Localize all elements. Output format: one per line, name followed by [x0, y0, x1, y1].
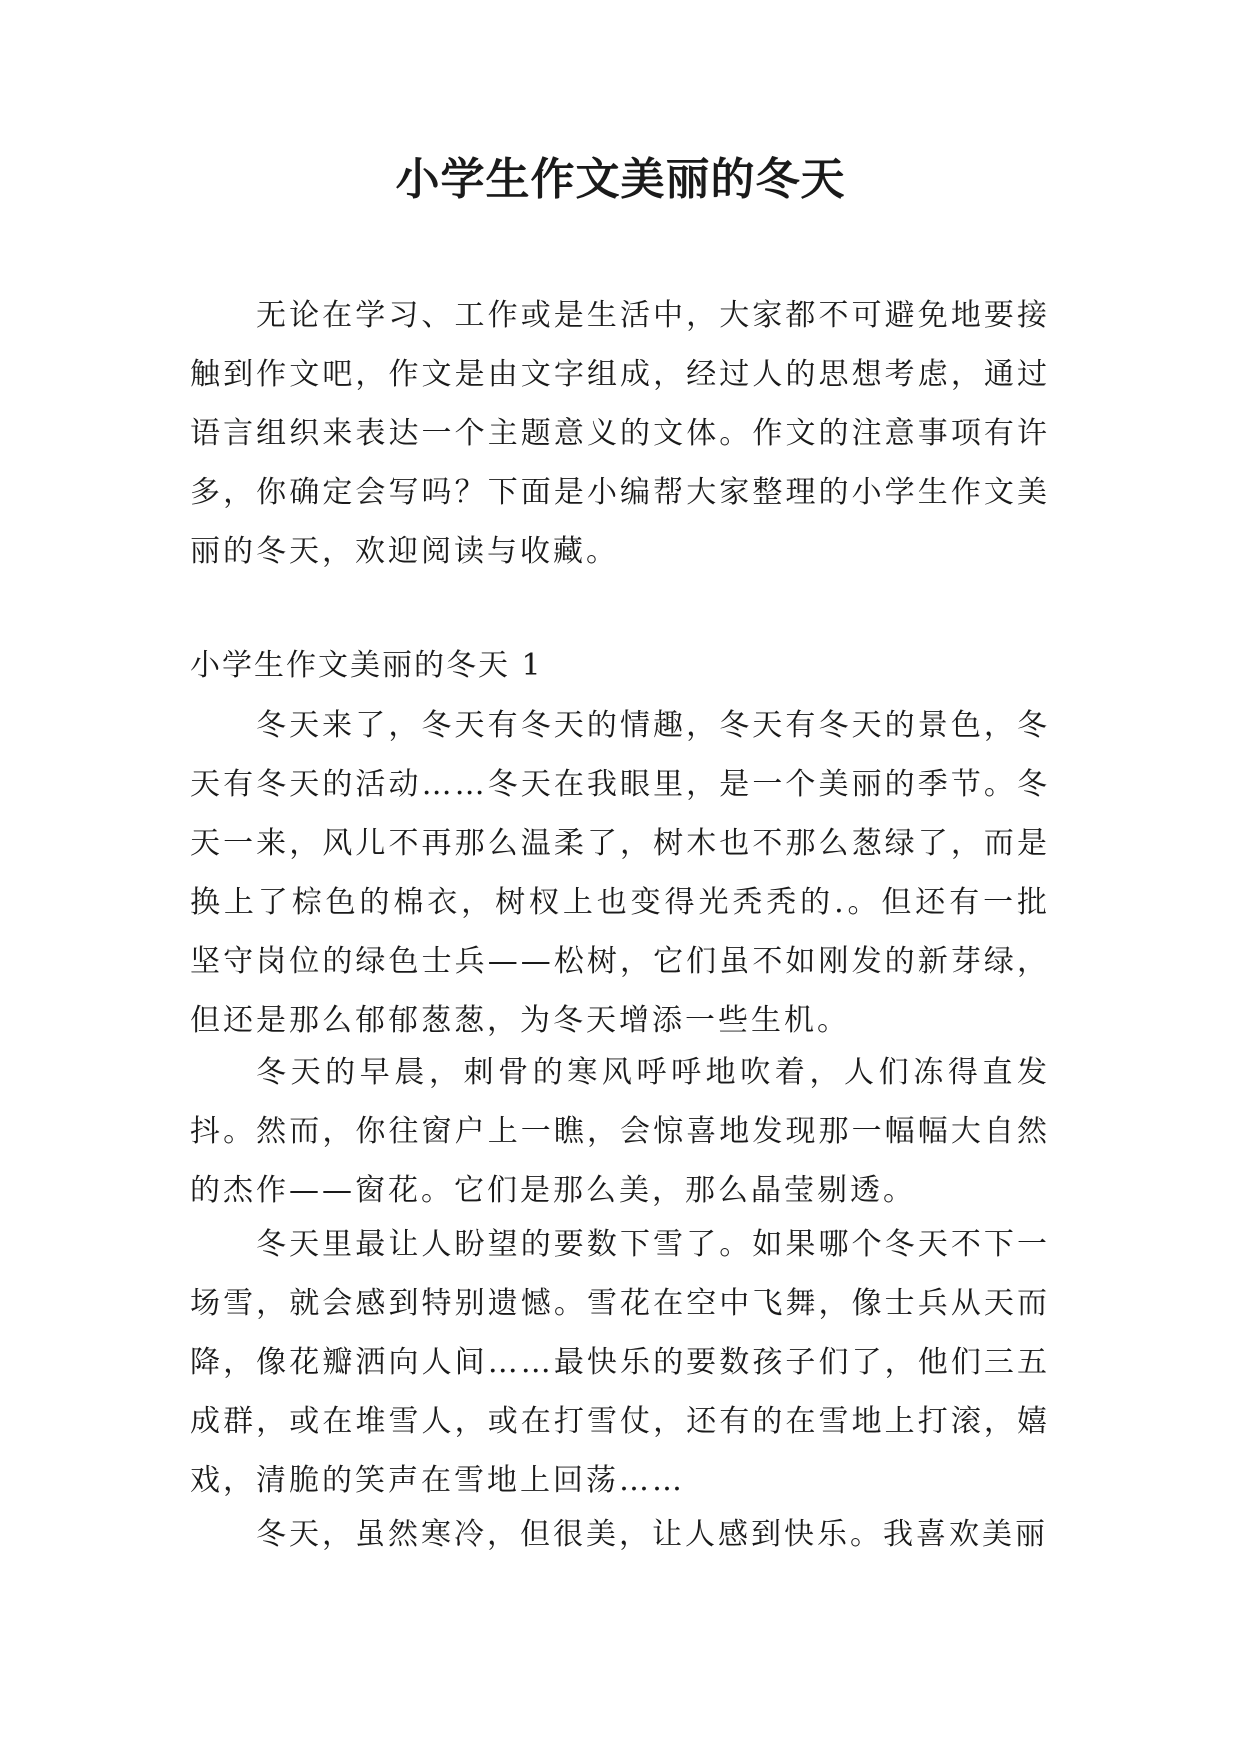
- body-paragraph: 冬天里最让人盼望的要数下雪了。如果哪个冬天不下一场雪，就会感到特别遗憾。雪花在空中飞舞，像士兵从天而降，像花瓣洒向人间……最快乐的要数孩子们了，他们三五成群，或在堆雪人，或在打雪仗，还有的在雪地上打滚，嬉戏，清脆的笑声在雪地上回荡……: [190, 1227, 1050, 1498]
- body-paragraph: 冬天来了，冬天有冬天的情趣，冬天有冬天的景色，冬天有冬天的活动……冬天在我眼里，是一个美丽的季节。冬天一来，风儿不再那么温柔了，树木也不那么葱绿了，而是换上了棕色的棉衣，树杈上也变得光秃秃的.。但还有一批坚守岗位的绿色士兵——松树，它们虽不如刚发的新芽绿，但还是那么郁郁葱葱，为冬天增添一些生机。: [190, 708, 1050, 1038]
- body-paragraph: 冬天，虽然寒冷，但很美，让人感到快乐。我喜欢美丽: [256, 1517, 1048, 1552]
- section-heading: 小学生作文美丽的冬天 1: [190, 648, 543, 683]
- intro-paragraph: 无论在学习、工作或是生活中，大家都不可避免地要接触到作文吧，作文是由文字组成，经过人的思想考虑，通过语言组织来表达一个主题意义的文体。作文的注意事项有许多，你确定会写吗？下面是小编帮大家整理的小学生作文美丽的冬天，欢迎阅读与收藏。: [190, 298, 1050, 569]
- page-title: 小学生作文美丽的冬天: [395, 154, 846, 205]
- body-paragraph: 冬天的早晨，刺骨的寒风呼呼地吹着，人们冻得直发抖。然而，你往窗户上一瞧，会惊喜地发现那一幅幅大自然的杰作——窗花。它们是那么美，那么晶莹剔透。: [190, 1055, 1050, 1208]
